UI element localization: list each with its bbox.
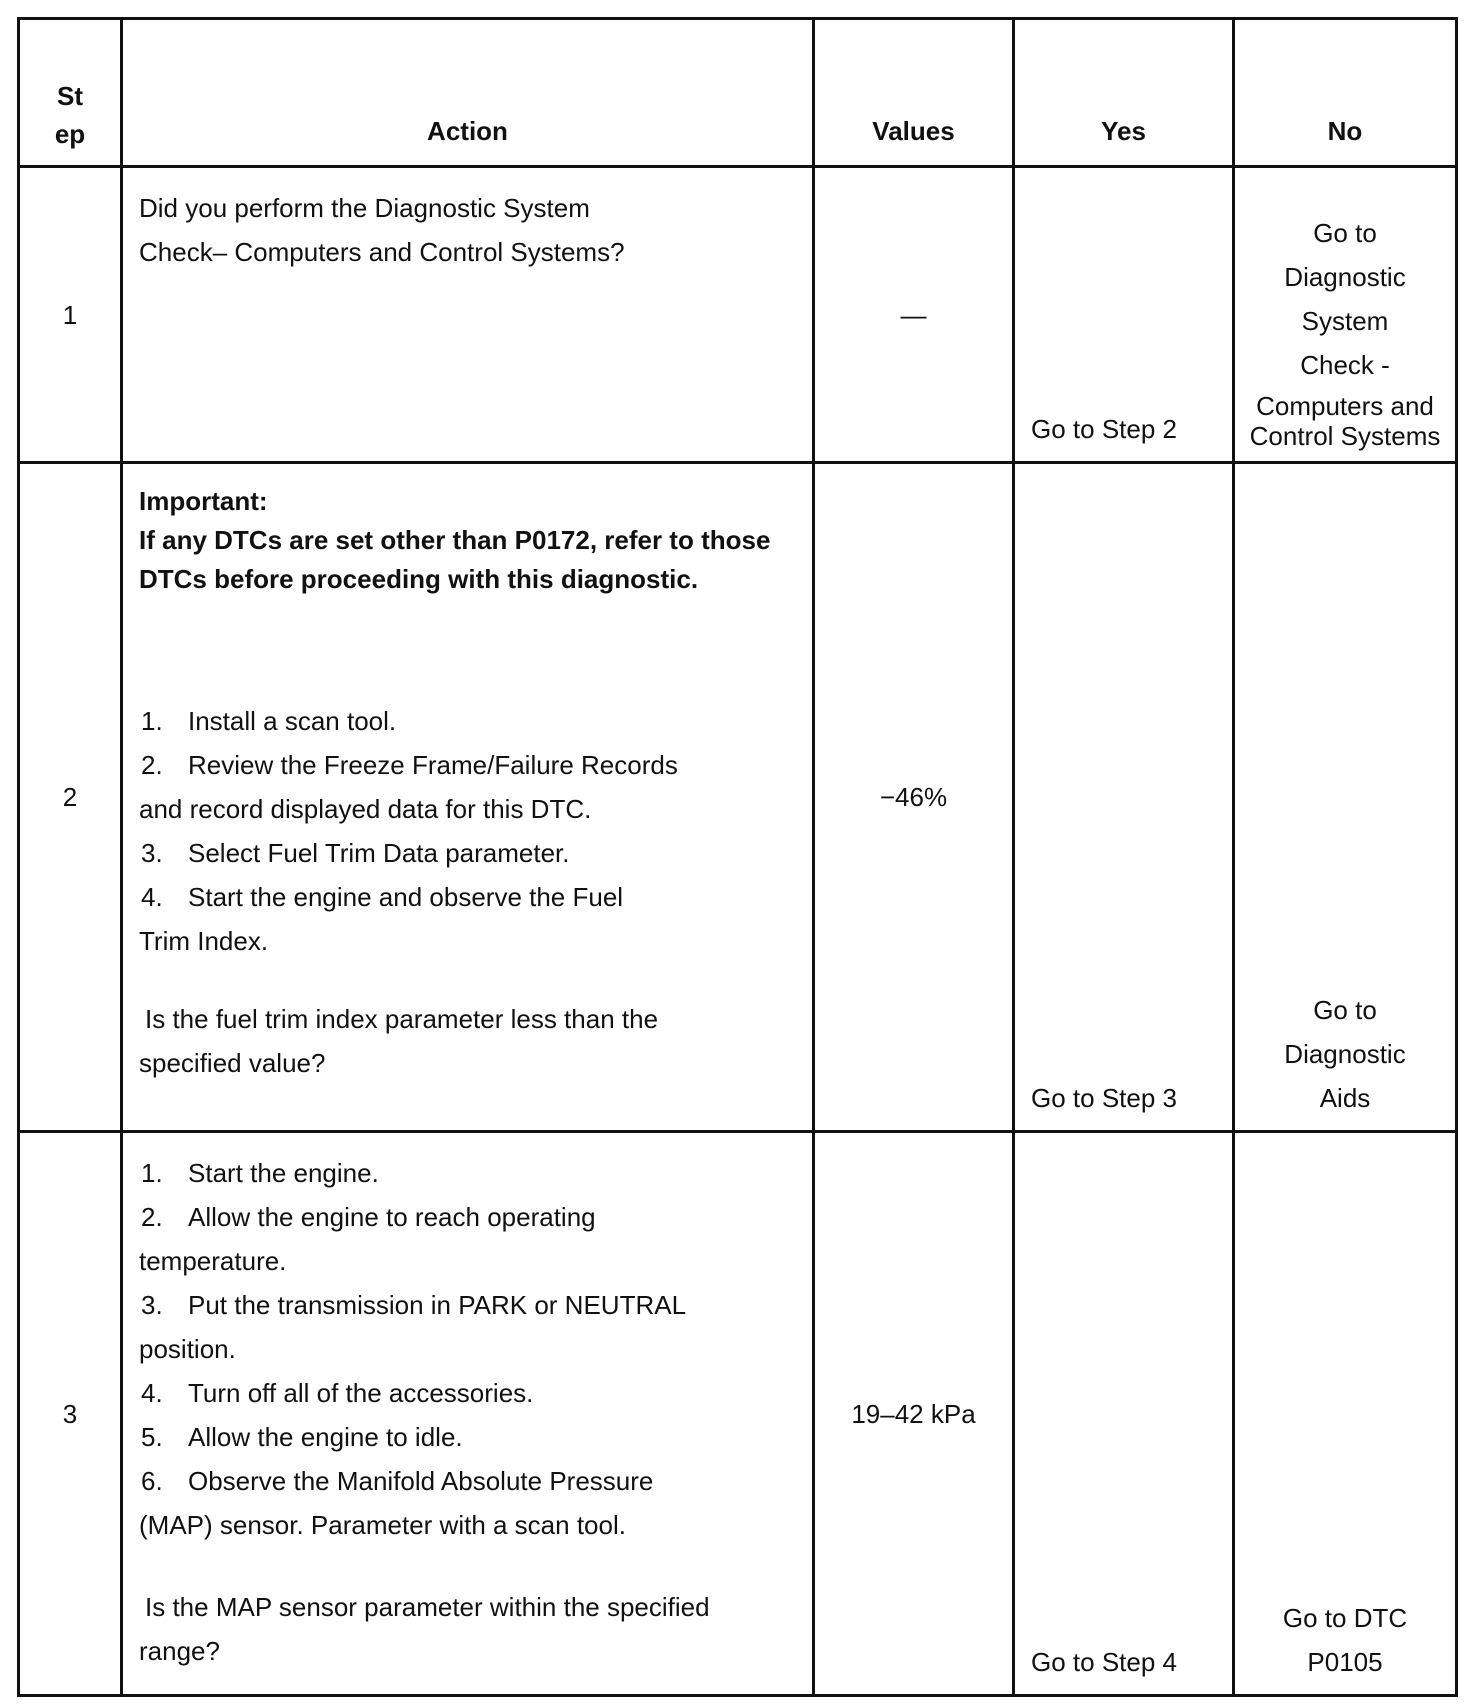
list-item-cont: temperature. xyxy=(139,1246,287,1276)
table-row-step-2 xyxy=(19,463,1457,1132)
list-item: 2. Allow the engine to reach operating xyxy=(141,1202,596,1232)
no-cell xyxy=(1234,167,1457,463)
list-item-cont: Trim Index. xyxy=(139,926,269,956)
no-cell xyxy=(1234,463,1457,1132)
yes-cell: Go to Step 3 xyxy=(1014,463,1234,1132)
header-no: No xyxy=(1234,19,1457,167)
header-step-line1: St xyxy=(57,81,83,111)
question-line: specified value? xyxy=(139,1048,326,1078)
list-item-cont: position. xyxy=(139,1334,236,1364)
action-line: Did you perform the Diagnostic System xyxy=(139,193,590,223)
table-row-step-1 xyxy=(19,167,1457,463)
list-item: 4. Start the engine and observe the Fuel xyxy=(141,882,624,912)
list-item: 1. Install a scan tool. xyxy=(141,706,397,736)
header-step xyxy=(19,19,122,167)
step-number: 3 xyxy=(19,1132,122,1696)
action-line: Check– Computers and Control Systems? xyxy=(139,237,625,267)
no-line: Go to DTC xyxy=(1282,1603,1408,1633)
no-line: Aids xyxy=(1319,1083,1371,1113)
action-cell xyxy=(122,1132,814,1696)
list-item: 2. Review the Freeze Frame/Failure Records xyxy=(141,750,678,780)
no-line: Control Systems xyxy=(1249,421,1441,451)
list-item: 3. Select Fuel Trim Data parameter. xyxy=(141,838,570,868)
important-text: If any DTCs are set other than P0172, refer to those DTCs before proceeding with this diagnostic. xyxy=(139,525,771,594)
header-row xyxy=(19,19,1457,167)
value-cell: 19–42 kPa xyxy=(814,1132,1014,1696)
no-line: Go to xyxy=(1313,218,1377,248)
list-item-cont: (MAP) sensor. Parameter with a scan tool. xyxy=(139,1510,626,1540)
question-line: range? xyxy=(139,1636,220,1666)
question-line: Is the fuel trim index parameter less than the xyxy=(145,1004,659,1034)
action-cell xyxy=(122,463,814,1132)
action-cell xyxy=(122,167,814,463)
table-row-step-3 xyxy=(19,1132,1457,1696)
no-line: System xyxy=(1301,306,1389,336)
step-number: 1 xyxy=(19,167,122,463)
question-line: Is the MAP sensor parameter within the specified xyxy=(145,1592,710,1622)
no-line: P0105 xyxy=(1307,1647,1383,1677)
header-values: Values xyxy=(814,19,1014,167)
value-cell: — xyxy=(814,167,1014,463)
important-label: Important: xyxy=(139,486,268,516)
yes-cell: Go to Step 2 xyxy=(1014,167,1234,463)
list-item: 6. Observe the Manifold Absolute Pressure xyxy=(141,1466,654,1496)
header-action: Action xyxy=(122,19,814,167)
list-item: 3. Put the transmission in PARK or NEUTRAL xyxy=(141,1290,687,1320)
list-item: 5. Allow the engine to idle. xyxy=(141,1422,463,1452)
step-number: 2 xyxy=(19,463,122,1132)
header-step-line2: ep xyxy=(54,119,86,149)
no-line: Diagnostic xyxy=(1284,1039,1406,1069)
list-item: 1. Start the engine. xyxy=(141,1158,379,1188)
diagnostic-table xyxy=(17,17,1458,1697)
header-yes: Yes xyxy=(1014,19,1234,167)
no-line: Computers and xyxy=(1256,391,1434,421)
yes-cell: Go to Step 4 xyxy=(1014,1132,1234,1696)
value-cell: −46% xyxy=(814,463,1014,1132)
list-item: 4. Turn off all of the accessories. xyxy=(141,1378,534,1408)
no-line: Check - xyxy=(1300,350,1390,380)
no-line: Diagnostic xyxy=(1284,262,1406,292)
no-line: Go to xyxy=(1313,995,1377,1025)
no-cell xyxy=(1234,1132,1457,1696)
list-item-cont: and record displayed data for this DTC. xyxy=(139,794,592,824)
